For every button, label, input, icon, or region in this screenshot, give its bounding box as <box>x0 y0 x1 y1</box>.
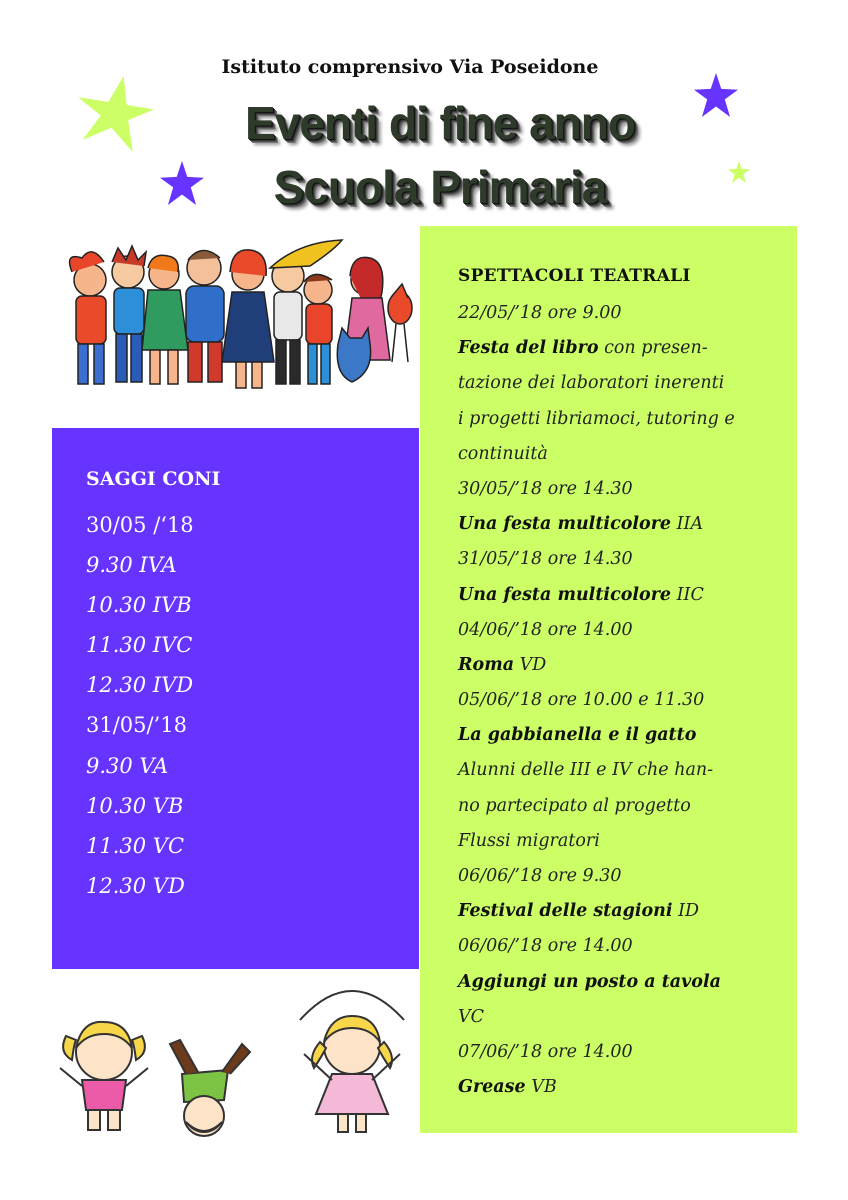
event-date: 07/06/’18 ore 14.00 <box>458 1041 633 1062</box>
event-class: VD <box>514 654 547 675</box>
spettacoli-heading: SPETTACOLI TEATRALI <box>458 266 691 286</box>
title-line-2: Scuola Primaria <box>273 161 607 213</box>
event-description: continuità <box>458 443 548 464</box>
event-description: Flussi migratori <box>458 830 600 851</box>
event-title-line <box>458 331 758 366</box>
saggi-item: 11.30 VC <box>86 833 185 858</box>
event-title-line <box>458 1070 758 1105</box>
event-title: Grease <box>458 1077 526 1098</box>
event-date: 31/05/’18 ore 14.30 <box>458 549 633 570</box>
saggi-item: 31/05/’18 <box>86 713 187 738</box>
event-title-line <box>458 507 758 542</box>
event-title: Roma <box>458 654 515 675</box>
event-description: tazione dei laboratori inerenti <box>458 373 725 394</box>
event-class: IIA <box>671 514 704 535</box>
school-name: Istituto comprensivo Via Poseidone <box>221 56 599 78</box>
green-star-small-icon <box>728 160 750 184</box>
saggi-item: 12.30 IVD <box>86 673 194 698</box>
purple-star-right-icon <box>694 72 738 118</box>
event-title-line <box>458 718 758 753</box>
event-description: no partecipato al progetto <box>458 795 691 816</box>
event-title: Una festa multicolore <box>458 584 672 605</box>
event-class: con presen- <box>598 338 708 359</box>
saggi-heading: SAGGI CONI <box>86 468 221 490</box>
event-description: VC <box>458 1006 485 1027</box>
children-group-illustration <box>52 232 414 422</box>
event-class: VB <box>525 1077 557 1098</box>
saggi-item: 30/05 /‘18 <box>86 513 194 537</box>
event-title: Festa del libro <box>458 338 599 359</box>
saggi-item: 12.30 VD <box>86 873 185 898</box>
event-class: ID <box>672 901 700 922</box>
event-description: Alunni delle III e IV che han- <box>458 760 714 781</box>
event-date: 06/06/’18 ore 9.30 <box>458 866 622 886</box>
children-playing-illustration <box>52 982 420 1137</box>
event-title: Aggiungi un posto a tavola <box>458 971 721 992</box>
events-list <box>458 296 758 1105</box>
event-description: i progetti libriamoci, tutoring e <box>458 408 735 429</box>
event-date: 22/05/’18 ore 9.00 <box>458 303 622 323</box>
saggi-item: 9.30 IVA <box>86 553 177 578</box>
event-class: IIC <box>671 584 704 605</box>
event-date: 05/06/’18 ore 10.00 e 11.30 <box>458 690 705 711</box>
purple-star-left-icon <box>160 160 204 206</box>
saggi-list <box>86 505 194 906</box>
green-star-large-icon <box>78 74 154 154</box>
event-date: 30/05/’18 ore 14.30 <box>458 478 633 499</box>
saggi-item: 10.30 VB <box>86 793 184 818</box>
event-title: La gabbianella e il gatto <box>458 725 697 746</box>
event-title-line <box>458 965 758 1000</box>
event-title-line <box>458 894 758 929</box>
saggi-item: 9.30 VA <box>86 753 169 778</box>
event-date: 06/06/’18 ore 14.00 <box>458 936 633 957</box>
event-title-line <box>458 578 758 613</box>
event-date: 04/06/’18 ore 14.00 <box>458 619 633 640</box>
saggi-item: 10.30 IVB <box>86 593 192 618</box>
event-title: Festival delle stagioni <box>458 901 673 922</box>
title-line-1: Eventi di fine anno <box>245 97 635 149</box>
saggi-item: 11.30 IVC <box>86 633 193 658</box>
event-title: Una festa multicolore <box>458 514 672 535</box>
event-title-line <box>458 648 758 683</box>
